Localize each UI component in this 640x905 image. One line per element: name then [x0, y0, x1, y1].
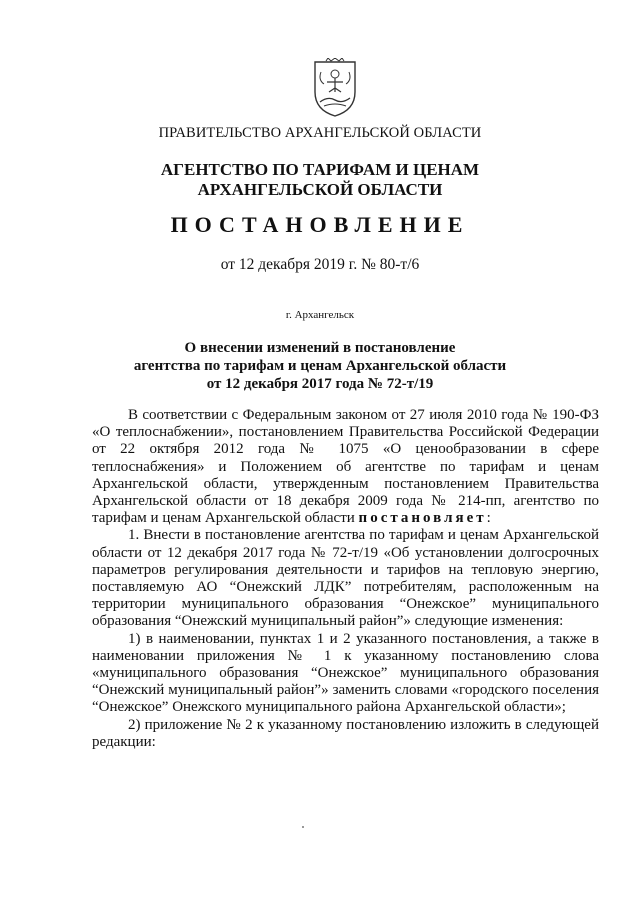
subject-line3: от 12 декабря 2017 года № 72-т/19	[206, 376, 434, 392]
date-number: от 12 декабря 2019 г. № 80-т/6	[220, 256, 420, 273]
paragraph-subitem-1: 1) в наименовании, пунктах 1 и 2 указанного постановления, а также в наименовании приложения № 1 к указанному постановлению слова «муниципального образования “Онежское” муниципального образования “Онежский муниципальный район”» заменить словами «городского поселения “Онежское” Онежского муниципального района Архангельской области»;	[92, 630, 599, 716]
coat-of-arms-icon	[312, 58, 358, 118]
agency-title-line1: АГЕНТСТВО ПО ТАРИФАМ И ЦЕНАМ	[160, 160, 480, 179]
scan-speck	[302, 826, 304, 828]
agency-title-line2: АРХАНГЕЛЬСКОЙ ОБЛАСТИ	[197, 180, 443, 199]
resolve-keyword: постановляет	[358, 510, 487, 527]
government-title: ПРАВИТЕЛЬСТВО АРХАНГЕЛЬСКОЙ ОБЛАСТИ	[158, 125, 482, 141]
document-subject	[0, 339, 640, 393]
document-body	[92, 407, 599, 751]
document-type: ПОСТАНОВЛЕНИЕ	[170, 212, 470, 237]
paragraph-preamble	[92, 407, 599, 527]
subject-line2: агентства по тарифам и ценам Архангельской области	[133, 358, 507, 374]
preamble-end: :	[486, 510, 491, 527]
paragraph-item-1: 1. Внести в постановление агентства по тарифам и ценам Архангельской области от 12 декабря 2017 года № 72-т/19 «Об установлении долгосрочных параметров регулирования деятельности и тарифов на тепловую энергию, поставляемую АО “Онежский ЛДК” потребителям, расположенным на территории муниципального образования “Онежское” муниципального образования “Онежский муниципальный район”» следующие изменения:	[92, 527, 599, 630]
preamble-text: В соответствии с Федеральным законом от 27 июля 2010 года № 190-ФЗ «О теплоснабжении», постановлением Правительства Российской Федерации от 22 октября 2012 года № 1075 «О ценообразовании в сфере теплоснабжения» и Положением об агентстве по тарифам и ценам Архангельской области, утвержденным постановлением Правительства Архангельской области от 18 декабря 2009 года № 214-пп, агентство по тарифам и ценам Архангельской области	[92, 407, 599, 527]
paragraph-subitem-2: 2) приложение № 2 к указанному постановлению изложить в следующей редакции:	[92, 716, 599, 750]
subject-line1: О внесении изменений в постановление	[184, 340, 456, 356]
agency-title	[0, 160, 640, 200]
city: г. Архангельск	[285, 309, 355, 321]
